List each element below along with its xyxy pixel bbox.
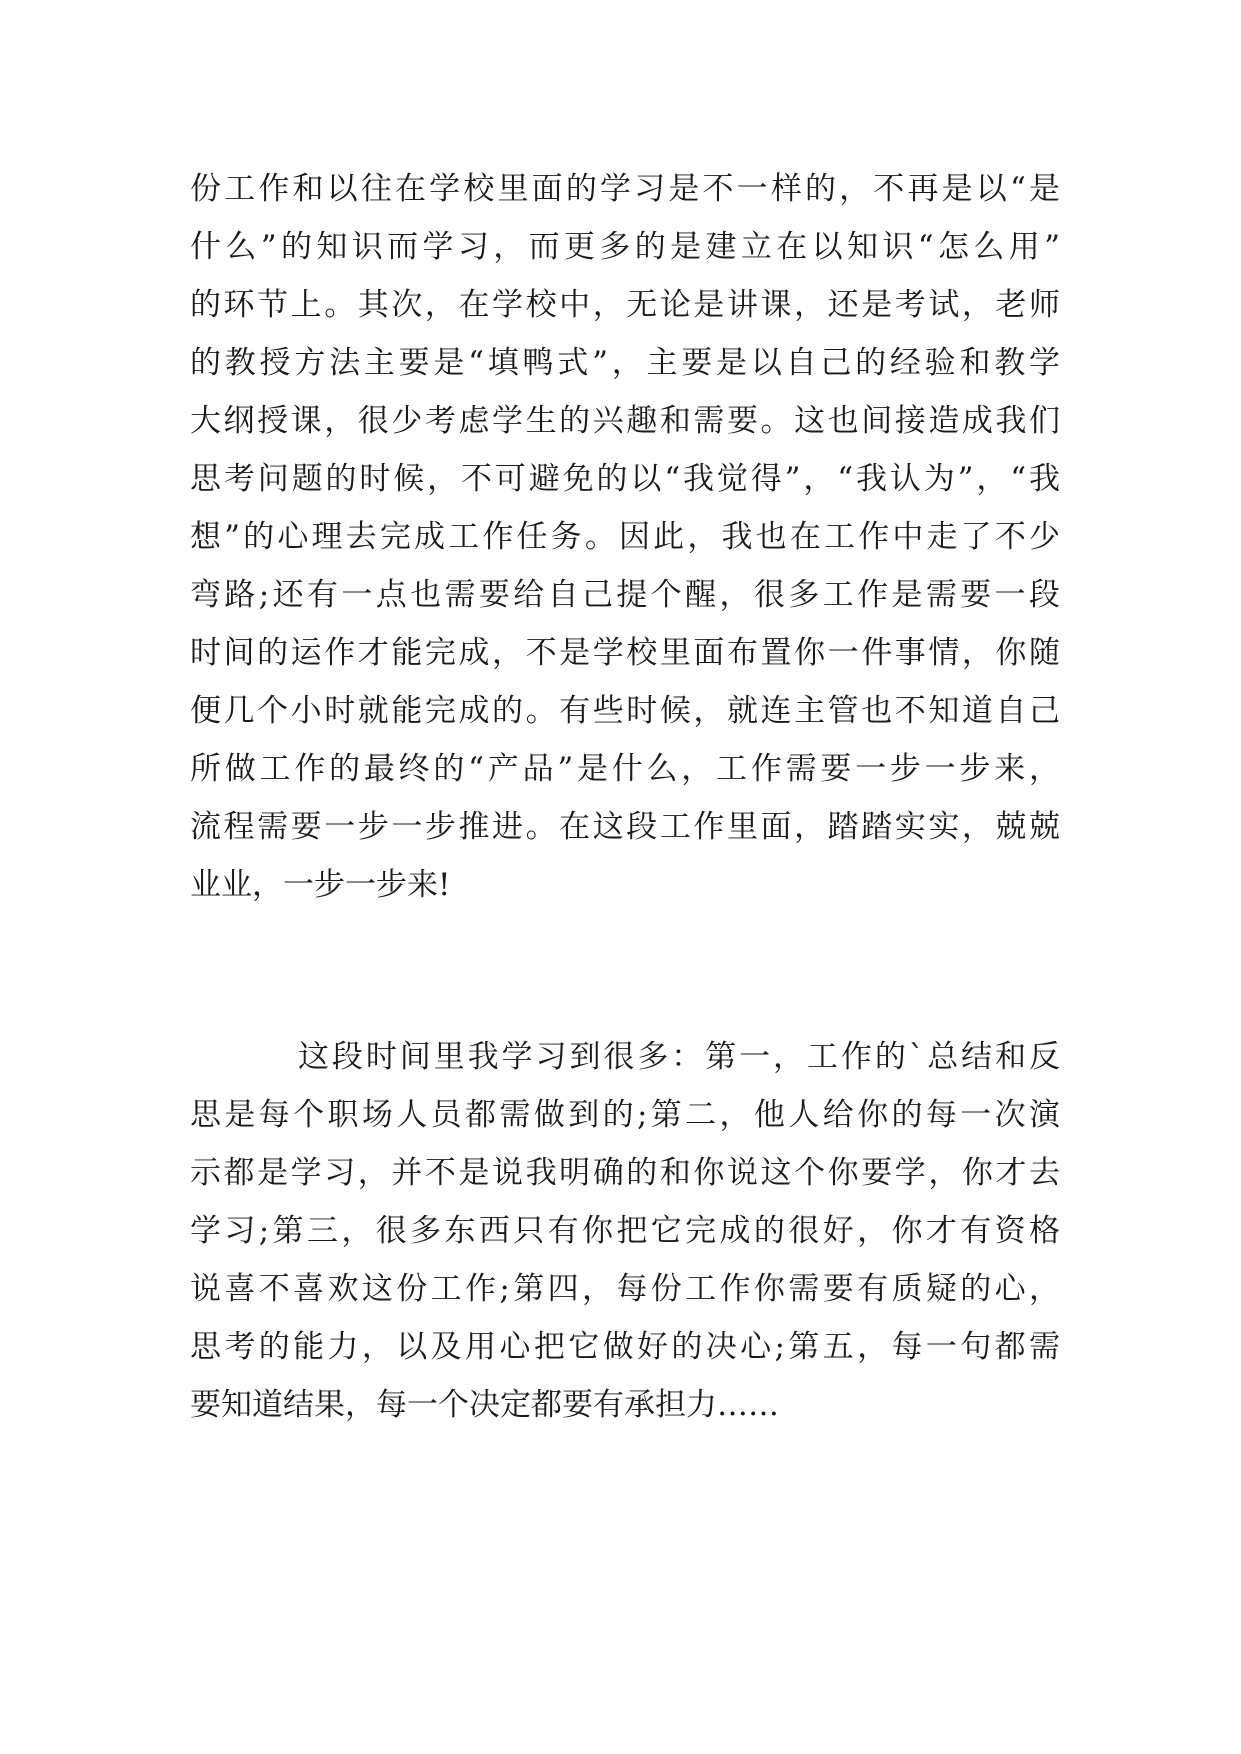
text-line: 所做工作的最终的“产品”是什么，工作需要一步一步来， (190, 751, 1060, 787)
text-line: 什么”的知识而学习，而更多的是建立在以知识“怎么用” (190, 229, 1060, 265)
text-line: 便几个小时就能完成的。有些时候，就连主管也不知道自己 (190, 693, 1060, 729)
text-line: 的环节上。其次，在学校中，无论是讲课，还是考试，老师 (190, 287, 1060, 323)
text-line: 要知道结果，每一个决定都要有承担力…… (190, 1387, 779, 1423)
text-line: 思考的能力，以及用心把它做好的决心;第五，每一句都需 (190, 1329, 1060, 1365)
text-line: 说喜不喜欢这份工作;第四，每份工作你需要有质疑的心， (190, 1271, 1060, 1307)
text-line: 弯路;还有一点也需要给自己提个醒，很多工作是需要一段 (190, 577, 1060, 613)
text-line: 时间的运作才能完成，不是学校里面布置你一件事情，你随 (190, 635, 1060, 671)
text-line: 思是每个职场人员都需做到的;第二，他人给你的每一次演 (190, 1097, 1060, 1133)
text-line: 这段时间里我学习到很多：第一，工作的`总结和反 (298, 1039, 1060, 1075)
text-line: 业业，一步一步来! (190, 867, 451, 903)
text-line: 大纲授课，很少考虑学生的兴趣和需要。这也间接造成我们 (190, 403, 1060, 439)
text-line: 想”的心理去完成工作任务。因此，我也在工作中走了不少 (190, 519, 1060, 555)
text-line: 份工作和以往在学校里面的学习是不一样的，不再是以“是 (190, 171, 1060, 207)
text-line: 流程需要一步一步推进。在这段工作里面，踏踏实实，兢兢 (190, 809, 1060, 845)
text-line: 思考问题的时候，不可避免的以“我觉得”，“我认为”，“我 (190, 461, 1060, 497)
text-line: 的教授方法主要是“填鸭式”，主要是以自己的经验和教学 (190, 345, 1060, 381)
text-line: 示都是学习，并不是说我明确的和你说这个你要学，你才去 (190, 1155, 1060, 1191)
paragraph-1 (190, 160, 1060, 914)
text-line: 学习;第三，很多东西只有你把它完成的很好，你才有资格 (190, 1213, 1060, 1249)
paragraph-2 (190, 1028, 1060, 1434)
